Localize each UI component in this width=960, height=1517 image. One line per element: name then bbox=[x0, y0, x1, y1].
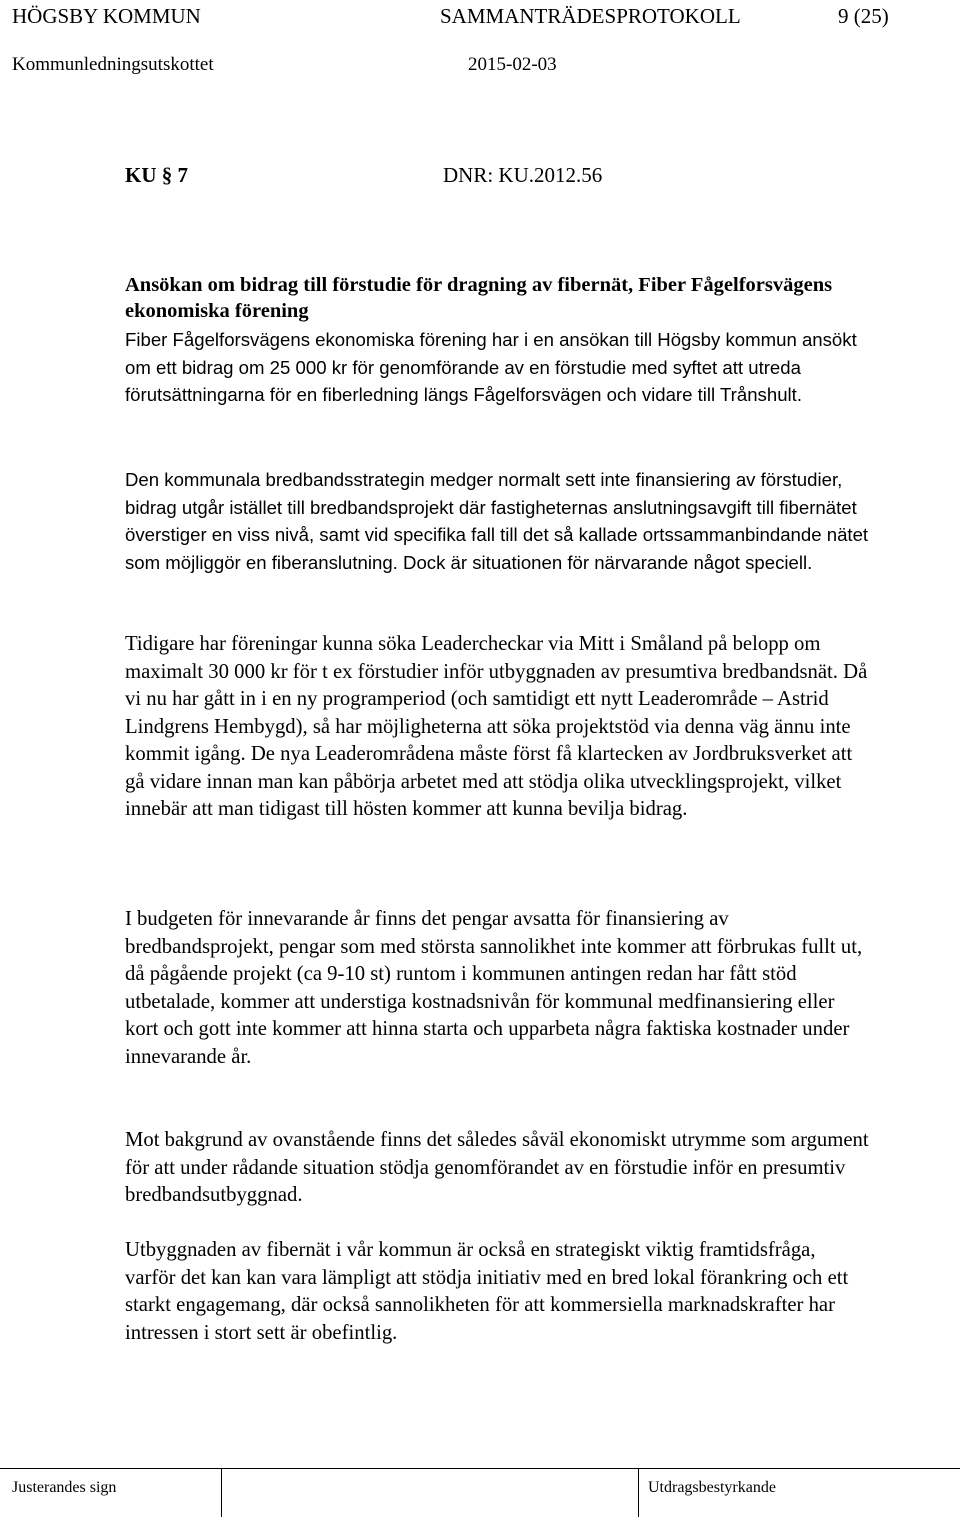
body-paragraph-5: Mot bakgrund av ovanstående finns det således såväl ekonomiskt utrymme som argument för att under rådande situation stödja genomförandet av en förstudie inför en presumtiv bredbandsutbyggnad. bbox=[125, 1129, 869, 1206]
signature-box-label: Justerandes sign bbox=[12, 1479, 117, 1496]
item-heading: Ansökan om bidrag till förstudie för dragning av fibernät, Fiber Fågelforsvägens ekonomiska förening bbox=[125, 274, 833, 322]
signature-footer bbox=[0, 1468, 960, 1517]
body-paragraph-3: Tidigare har föreningar kunna söka Leadercheckar via Mitt i Småland på belopp om maximalt 30 000 kr för t ex förstudier inför utbyggnaden av presumtiva bredbandsnät. Då vi nu har gått in i en ny programperiod (och samtidigt ett nytt Leaderområde – Astrid Lindgrens Hembygd), så har möjligheterna att söka projektstöd via denna väg ännu inte kommit igång. De nya Leaderområdena måste först få klartecken av Jordbruksverket att gå vidare innan man kan påbörja arbetet med att stödja olika utvecklingsprojekt, vilket innebär att man tidigast till hösten kommer att kunna bevilja bidrag. bbox=[125, 633, 868, 820]
body-paragraph-6: Utbyggnaden av fibernät i vår kommun är också en strategiskt viktig framtidsfråga, varför det kan kan vara lämpligt att stödja initiativ med en bred lokal förankring och ett starkt engagemang, där också sannolikheten för att kommersiella marknadskrafter har intressen i stort sett är obefintlig. bbox=[125, 1239, 849, 1344]
case-registration-number: DNR: KU.2012.56 bbox=[443, 163, 603, 187]
case-paragraph-id: KU § 7 bbox=[125, 163, 188, 187]
footer-divider-left bbox=[221, 1468, 222, 1517]
body-paragraph-4: I budgeten för innevarande år finns det pengar avsatta för finansiering av bredbandsprojekt, pengar som med största sannolikhet inte kommer att förbrukas fullt ut, då pågående projekt (ca 9-10 st) runtom i kommunen antingen redan har fått stöd utbetalade, kommer att understiga kostnadsnivån för kommunal medfinansiering eller kort och gott inte kommer att hinna starta och upparbeta några faktiska kostnader under innevarande år. bbox=[125, 908, 863, 1068]
document-type: SAMMANTRÄDESPROTOKOLL bbox=[440, 4, 741, 28]
certificate-box-label: Utdragsbestyrkande bbox=[648, 1479, 776, 1496]
page-number: 9 (25) bbox=[838, 4, 889, 28]
body-paragraph-1: Fiber Fågelforsvägens ekonomiska förening har i en ansökan till Högsby kommun ansökt om ett bidrag om 25 000 kr för genomförande av en förstudie med syftet att utreda förutsättningarna för en fiberledning längs Fågelforsvägen och vidare till Trånshult. bbox=[125, 329, 857, 405]
body-paragraph-2: Den kommunala bredbandsstrategin medger normalt sett inte finansiering av förstudier, bidrag utgår istället till bredbandsprojekt där fastigheternas anslutningsavgift till fibernätet överstiger en viss nivå, samt vid specifika fall till det så kallade ortssammanbindande nätet som möjliggör en fiberanslutning. Dock är situationen för närvarande något speciell. bbox=[125, 469, 869, 573]
footer-divider-right bbox=[638, 1468, 639, 1517]
organization-name: HÖGSBY KOMMUN bbox=[12, 4, 201, 28]
department-name: Kommunledningsutskottet bbox=[12, 54, 214, 75]
meeting-date: 2015-02-03 bbox=[468, 54, 557, 75]
footer-top-divider bbox=[0, 1468, 960, 1469]
